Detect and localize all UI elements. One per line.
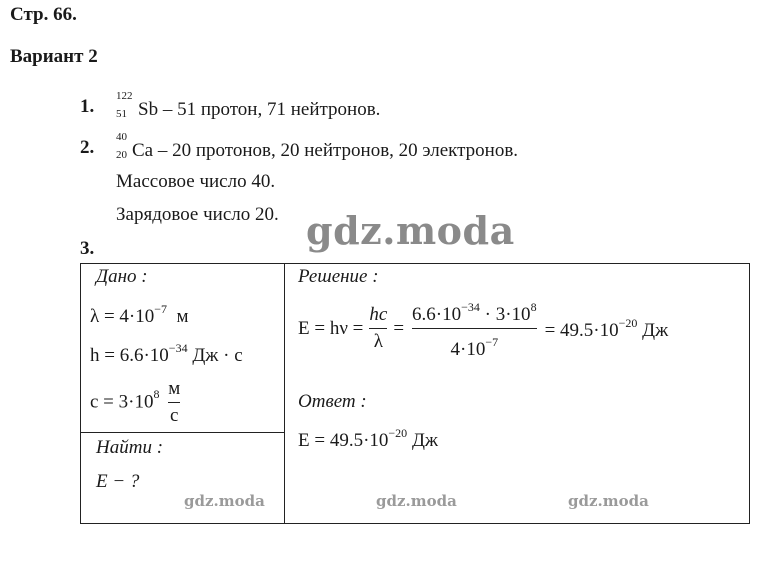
table-vertical-divider xyxy=(284,263,285,524)
fraction-numerator: hc xyxy=(369,304,388,325)
answer-label: Ответ : xyxy=(298,391,367,412)
watermark-small-2: gdz.moda xyxy=(376,492,457,510)
charge-number-line: Зарядовое число 20. xyxy=(116,204,279,225)
h-exponent: −34 xyxy=(168,341,188,355)
find-label: Найти : xyxy=(96,437,164,458)
solution-label: Решение : xyxy=(298,266,379,287)
nuclide-sb xyxy=(116,90,138,120)
watermark-small-3: gdz.moda xyxy=(568,492,649,510)
equals-sign: = xyxy=(393,317,405,339)
formula-lhs: E = hν = xyxy=(298,317,364,339)
item-1-text: – 51 протон, 71 нейтронов. xyxy=(162,99,381,120)
given-c xyxy=(90,378,180,427)
given-lambda xyxy=(90,302,189,328)
h-unit: Дж · с xyxy=(192,345,243,366)
atomic-number: 20 xyxy=(116,149,127,161)
c-exponent: 8 xyxy=(153,386,160,401)
mass-number: 122 xyxy=(116,90,133,102)
c-unit-numerator: м xyxy=(168,378,181,399)
watermark-small-1: gdz.moda xyxy=(184,492,265,510)
fraction-numerator: $6.6\cdot 10^{-34} \cdot 3\cdot 10^8$ xyxy=(412,300,537,325)
c-unit-fraction xyxy=(168,378,180,427)
c-unit-denominator: с xyxy=(170,405,179,427)
h-value: h = 6.6·10 xyxy=(90,345,169,366)
solution-formula xyxy=(298,296,668,361)
item-1 xyxy=(116,90,381,121)
item-2-text: – 20 протонов, 20 нейтронов, 20 электронов. xyxy=(157,140,519,161)
given-h xyxy=(90,341,243,367)
lambda-value: λ = 4·10 xyxy=(90,306,155,327)
atomic-number: 51 xyxy=(116,108,127,120)
nuclide-ca xyxy=(116,131,132,161)
lambda-exponent: −7 xyxy=(154,302,168,316)
fraction-numeric xyxy=(410,296,539,361)
item-2-number: 2. xyxy=(80,137,95,158)
item-3-number: 3. xyxy=(80,238,95,259)
watermark-large: gdz.moda xyxy=(306,208,515,253)
element-symbol: Ca xyxy=(132,140,154,161)
page-number: Стр. 66. xyxy=(10,4,77,25)
item-1-number: 1. xyxy=(80,96,95,117)
table-horizontal-divider xyxy=(80,432,285,433)
given-label: Дано : xyxy=(96,266,148,287)
c-value: c = 3·10 xyxy=(90,391,154,413)
variant-title: Вариант 2 xyxy=(10,46,98,67)
item-2 xyxy=(116,131,519,162)
mass-number-line: Массовое число 40. xyxy=(116,171,276,192)
find-value: E − ? xyxy=(96,471,140,492)
mass-number: 40 xyxy=(116,131,127,143)
fraction-hc-lambda xyxy=(369,304,387,353)
answer-value: $E = 49.5\cdot 10^{-20}$ Дж xyxy=(298,426,439,451)
lambda-unit: м xyxy=(176,306,189,327)
fraction-denominator: λ xyxy=(373,331,383,353)
formula-result: = $49.5\cdot 10^{-20}$ Дж xyxy=(544,315,669,341)
element-symbol: Sb xyxy=(138,99,159,120)
fraction-denominator: $4\cdot 10^{-7}$ xyxy=(450,335,499,361)
